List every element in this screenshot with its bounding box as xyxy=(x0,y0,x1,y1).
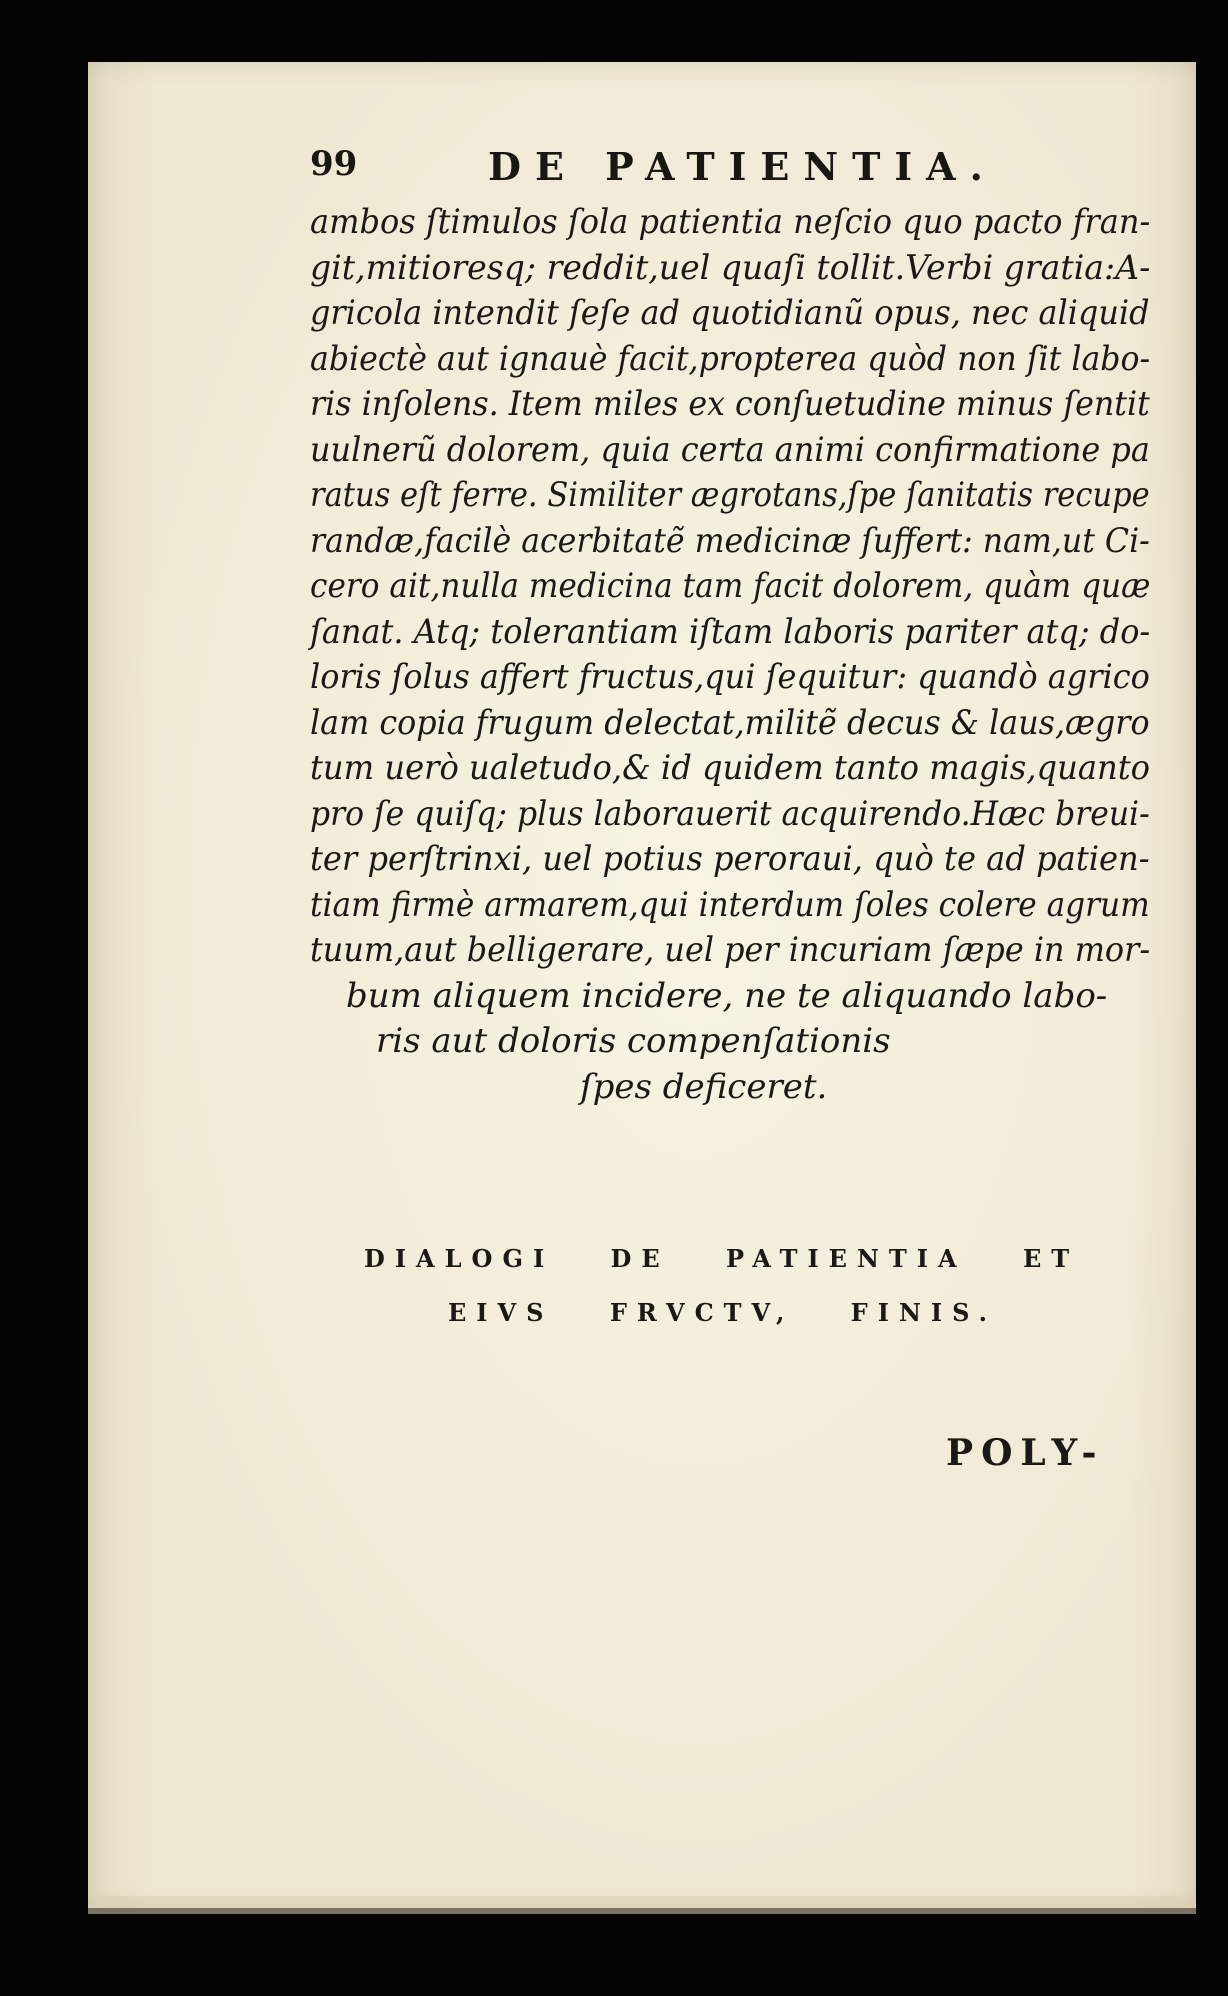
text-line: tuum,aut belligerare, uel per incuriam ſæpe in mor- xyxy=(310,930,1151,970)
text-line: ſpes deficeret. xyxy=(580,1066,828,1107)
text-line: tum uerò ualetudo,& id quidem tanto magis,quanto xyxy=(310,748,1151,788)
text-line: git,mitioresq; reddit,uel quaſi tollit.Verbi gratia:A- xyxy=(310,247,1151,288)
colophon-line-2: EIVS FRVCTV, FINIS. xyxy=(448,1298,997,1327)
text-line: randæ,facilè acerbitatẽ medicinæ ſuffert: nam,ut Ci- xyxy=(310,520,1150,561)
text-line: lam copia frugum delectat,militẽ decus & laus,ægro xyxy=(310,702,1150,743)
text-line: cero ait,nulla medicina tam facit dolorem, quàm quæ xyxy=(310,566,1151,606)
text-line: ris aut doloris compenſationis xyxy=(376,1021,891,1061)
body-text xyxy=(310,200,1150,1110)
colophon xyxy=(364,1232,1084,1340)
page-bottom-edge xyxy=(88,1896,1196,1914)
text-line: abiectè aut ignauè facit,propterea quòd non ſit labo- xyxy=(310,338,1151,379)
text-line: ris inſolens. Item miles ex conſuetudine minus ſentit xyxy=(310,384,1150,424)
text-line: gricola intendit ſeſe ad quotidianũ opus, nec aliquid xyxy=(310,293,1150,333)
colophon-line-1: DIALOGI DE PATIENTIA ET xyxy=(364,1244,1080,1273)
text-line: ratus eſt ferre. Similiter ægrotans,ſpe ſanitatis recupe xyxy=(310,475,1150,515)
text-line: ter perſtrinxi, uel potius peroraui, quò te ad patien- xyxy=(310,839,1150,879)
text-line: ſanat. Atq; tolerantiam iſtam laboris pariter atq; do- xyxy=(310,611,1151,652)
running-title: DE PATIENTIA. xyxy=(488,144,997,189)
text-line: tiam firmè armarem,qui interdum ſoles colere agrum xyxy=(310,884,1150,925)
text-line: uulnerũ dolorem, quia certa animi confirmatione pa xyxy=(310,429,1150,470)
text-line: pro ſe quiſq; plus laborauerit acquirendo.Hæc breui- xyxy=(310,793,1150,834)
text-line: loris ſolus affert fructus,qui ſequitur: quandò agrico xyxy=(310,657,1150,697)
text-line: ambos ſtimulos ſola patientia neſcio quo pacto fran- xyxy=(310,202,1151,242)
page-header xyxy=(310,144,1010,194)
text-line: bum aliquem incidere, ne te aliquando labo- xyxy=(346,975,1108,1016)
page-number: 99 xyxy=(310,144,358,184)
catchword: POLY- xyxy=(946,1432,1105,1474)
